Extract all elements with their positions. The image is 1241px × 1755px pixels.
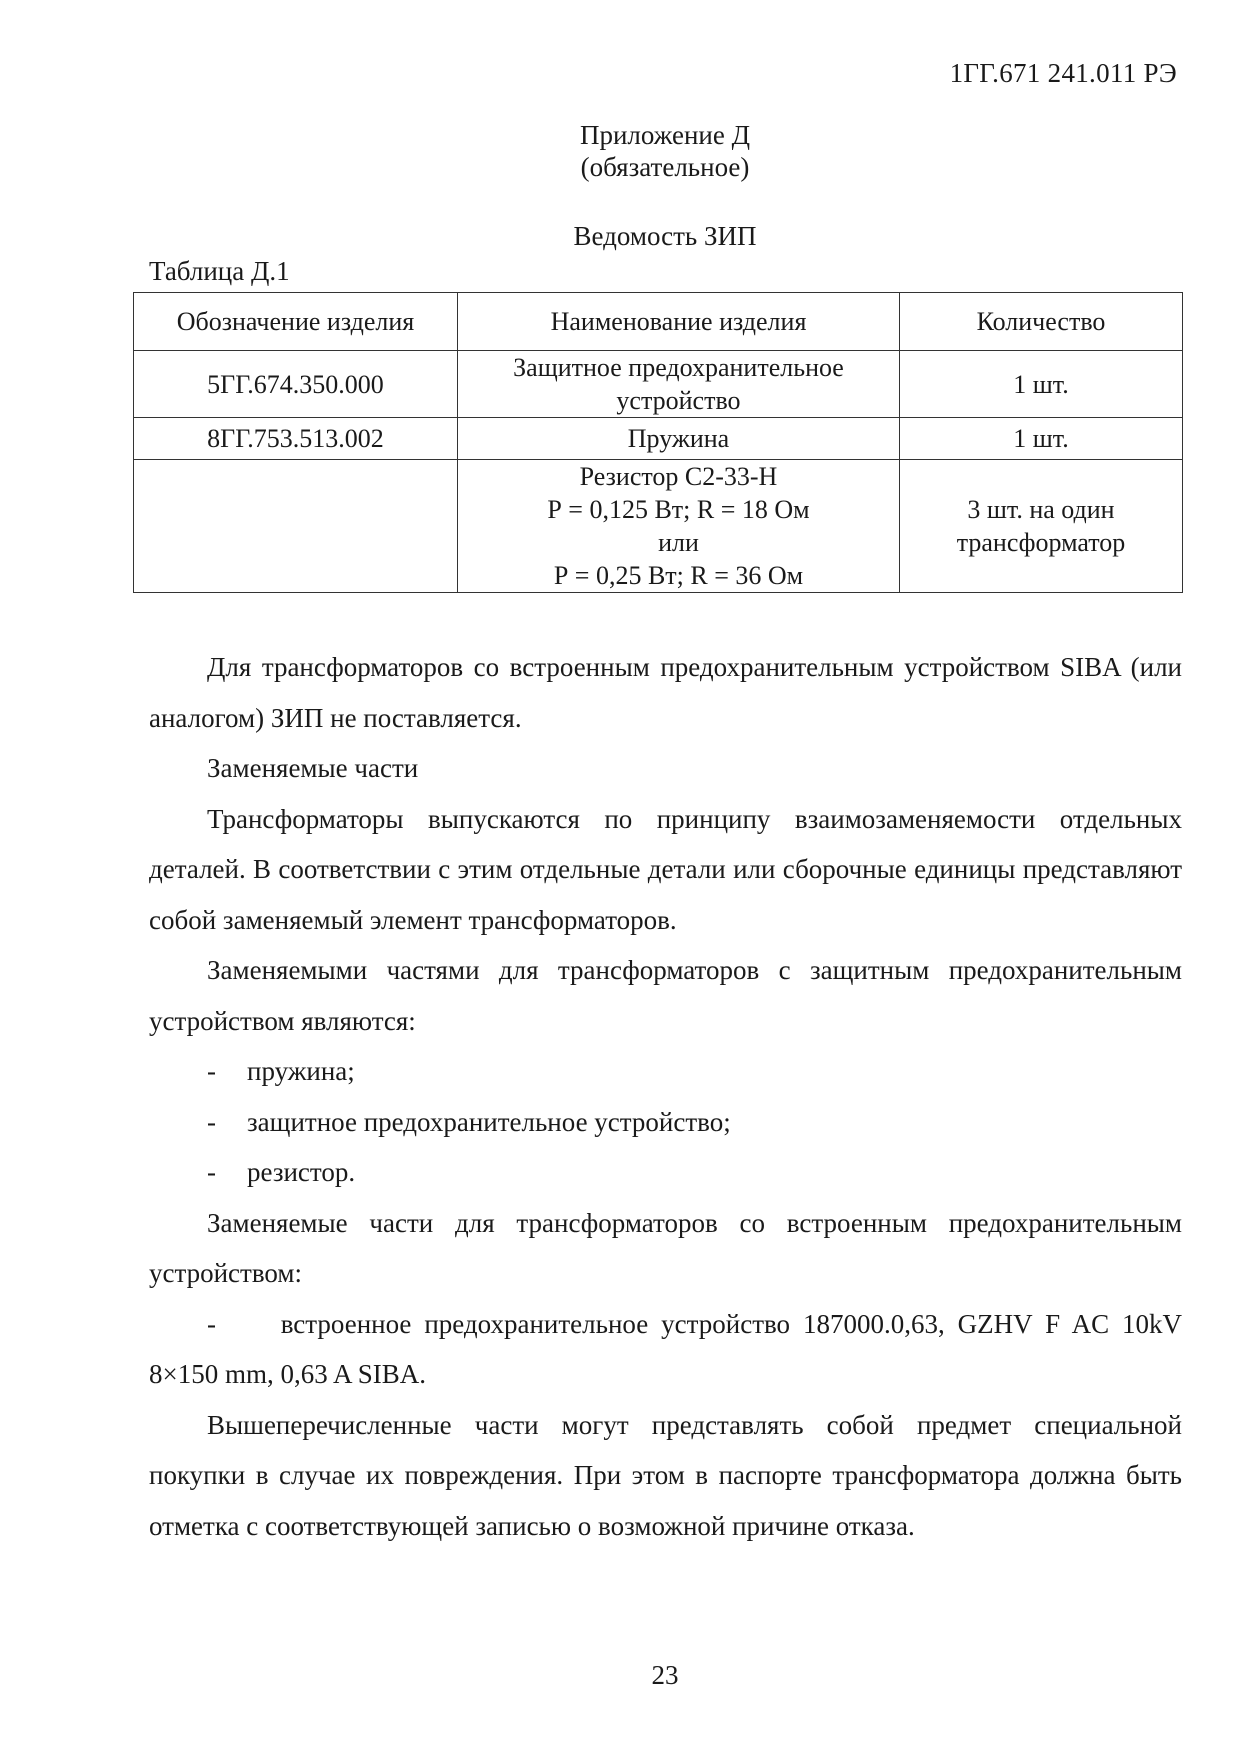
list-dash: - xyxy=(207,1157,216,1187)
cell-quantity xyxy=(900,460,1183,593)
paragraph-replaceable-protective: Заменяемыми частями для трансформаторов с защитным предохранительным устройством являются: xyxy=(149,955,1182,1036)
cell-name-line: Р = 0,25 Вт; R = 36 Ом xyxy=(553,561,804,590)
list-item-text: пружина; xyxy=(247,1056,355,1086)
list-dash: - xyxy=(207,1308,216,1339)
cell-quantity-line: 3 шт. на один xyxy=(967,495,1115,524)
list-item xyxy=(149,1147,1182,1198)
spare-parts-table xyxy=(133,292,1183,593)
table-header-row xyxy=(134,293,1183,351)
cell-name xyxy=(458,460,900,593)
cell-quantity-line: трансформатор xyxy=(956,528,1126,557)
cell-name-line: Пружина xyxy=(627,424,730,453)
list-item xyxy=(149,1097,1182,1148)
page-number: 23 xyxy=(651,1660,679,1690)
list-item-text: встроенное предохранительное устройство 187000.0,63, GZHV F AC 10kV 8×150 mm, 0,63 A SIBA. xyxy=(149,1308,1183,1389)
section-heading-replaceable-parts: Заменяемые части xyxy=(207,753,419,783)
cell-name-line: устройство xyxy=(616,386,741,415)
paragraph-siba: Для трансформаторов со встроенным предохранительным устройством SIBA (или аналогом) ЗИП не поставляется. xyxy=(149,652,1182,733)
table-row xyxy=(134,418,1183,460)
cell-designation: 8ГГ.753.513.002 xyxy=(134,418,458,460)
cell-quantity-line: 1 шт. xyxy=(1013,369,1069,399)
list-item-builtin xyxy=(149,1299,1182,1400)
list-dash: - xyxy=(207,1106,216,1137)
header-quantity: Количество xyxy=(900,293,1183,351)
cell-quantity xyxy=(900,351,1183,418)
cell-name-line: или xyxy=(658,528,699,557)
cell-designation xyxy=(134,460,458,593)
paragraph-purchase: Вышеперечисленные части могут представлять собой предмет специальной покупки в случае их повреждения. При этом в паспорте трансформатора должна быть отметка с соответствующей записью о возможной причине отказа. xyxy=(149,1409,1182,1541)
cell-quantity xyxy=(900,418,1183,460)
appendix-title: Приложение Д xyxy=(579,120,751,150)
cell-designation: 5ГГ.674.350.000 xyxy=(134,351,458,418)
list-item-text: резистор. xyxy=(247,1157,356,1187)
cell-name xyxy=(458,418,900,460)
cell-name-line: Р = 0,125 Вт; R = 18 Ом xyxy=(547,495,810,524)
table-row xyxy=(134,460,1183,593)
cell-name-line: Защитное предохранительное xyxy=(513,353,844,382)
paragraph-interchangeability: Трансформаторы выпускаются по принципу взаимозаменяемости отдельных деталей. В соответствии с этим отдельные детали или сборочные единицы представляют собой заменяемый элемент трансформаторов. xyxy=(149,803,1182,935)
body-text xyxy=(149,642,1182,1551)
table-row xyxy=(134,351,1183,418)
header-name: Наименование изделия xyxy=(458,293,900,351)
list-item-text: защитное предохранительное устройство; xyxy=(247,1106,731,1137)
cell-name-line: Резистор С2-33-Н xyxy=(579,462,778,491)
paragraph-replaceable-builtin: Заменяемые части для трансформаторов со встроенным предохранительным устройством: xyxy=(149,1207,1182,1288)
document-code: 1ГГ.671 241.011 РЭ xyxy=(949,58,1177,88)
list-item xyxy=(149,1046,1182,1097)
sheet-title: Ведомость ЗИП xyxy=(573,221,757,251)
cell-name xyxy=(458,351,900,418)
cell-quantity-line: 1 шт. xyxy=(1013,424,1069,453)
table-label: Таблица Д.1 xyxy=(149,256,290,286)
header-designation: Обозначение изделия xyxy=(134,293,458,351)
appendix-note: (обязательное) xyxy=(580,152,750,182)
list-dash: - xyxy=(207,1056,216,1086)
